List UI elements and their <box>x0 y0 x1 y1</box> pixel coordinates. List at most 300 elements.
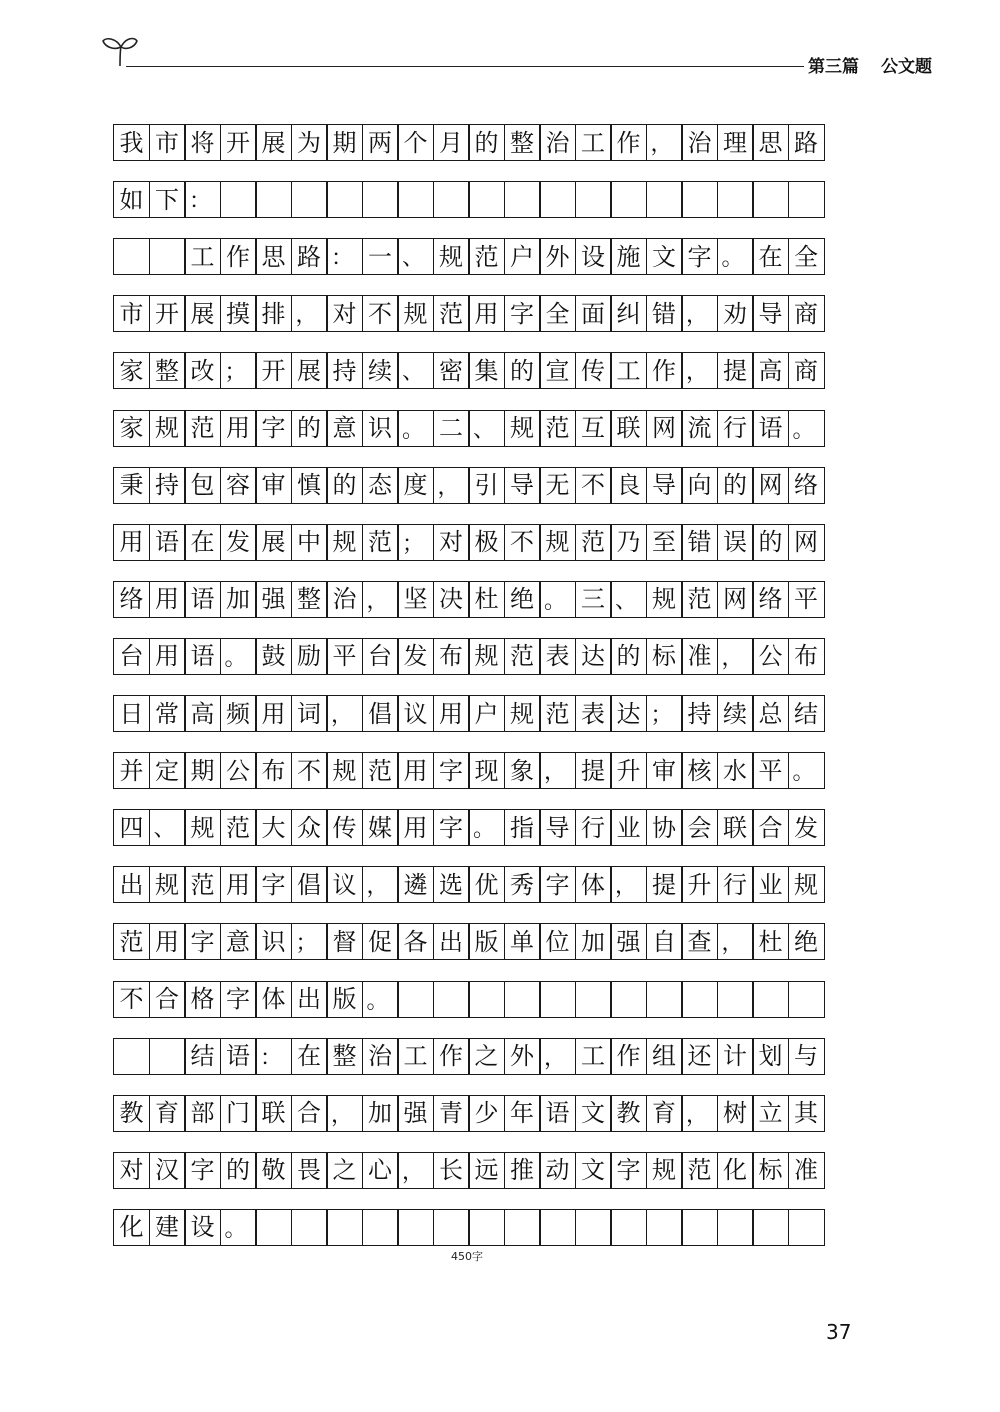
grid-cell: 水 <box>717 752 754 789</box>
grid-cell: 密 <box>433 352 470 389</box>
grid-cell: 台 <box>113 638 150 675</box>
grid-cell: 乃 <box>610 524 647 561</box>
grid-cell: 、 <box>610 581 647 618</box>
grid-cell: 平 <box>752 752 789 789</box>
grid-cell: 工 <box>610 352 647 389</box>
grid-cell: 布 <box>433 638 470 675</box>
grid-cell: 督 <box>326 923 363 960</box>
grid-cell: 意 <box>220 923 257 960</box>
grid-cell: 指 <box>504 809 541 846</box>
grid-cell: 动 <box>539 1152 576 1189</box>
grid-cell: 用 <box>433 695 470 732</box>
grid-cell <box>681 981 718 1018</box>
grid-cell: 字 <box>433 809 470 846</box>
grid-cell <box>433 181 470 218</box>
grid-cell: 文 <box>575 1152 612 1189</box>
grid-cell: 语 <box>149 524 186 561</box>
grid-cell: 月 <box>433 124 470 161</box>
grid-cell: 排 <box>255 295 292 332</box>
grid-cell: 倡 <box>362 695 399 732</box>
grid-cell: 的 <box>504 352 541 389</box>
grid-cell: 字 <box>255 410 292 447</box>
grid-cell: 治 <box>681 124 718 161</box>
grid-cell: 布 <box>788 638 825 675</box>
grid-cell <box>717 181 754 218</box>
grid-cell: 台 <box>362 638 399 675</box>
grid-cell: 范 <box>220 809 257 846</box>
grid-cell: ， <box>681 1095 718 1132</box>
grid-cell: 网 <box>717 581 754 618</box>
grid-cell: 议 <box>326 866 363 903</box>
grid-cell: 范 <box>539 410 576 447</box>
grid-cell: 合 <box>752 809 789 846</box>
grid-cell: 定 <box>149 752 186 789</box>
grid-cell: 市 <box>149 124 186 161</box>
grid-cell: 议 <box>397 695 434 732</box>
grid-cell: 宣 <box>539 352 576 389</box>
grid-cell <box>468 981 505 1018</box>
grid-cell: 字 <box>184 1152 221 1189</box>
grid-cell: 加 <box>220 581 257 618</box>
grid-cell: 作 <box>220 238 257 275</box>
grid-cell: 标 <box>752 1152 789 1189</box>
grid-cell: 范 <box>468 238 505 275</box>
grid-cell: 用 <box>149 638 186 675</box>
grid-row <box>113 524 853 561</box>
grid-cell: ： <box>326 238 363 275</box>
grid-cell: 设 <box>184 1209 221 1246</box>
grid-cell: 文 <box>575 1095 612 1132</box>
grid-cell: 范 <box>681 1152 718 1189</box>
grid-cell: ； <box>646 695 683 732</box>
grid-cell: 导 <box>539 809 576 846</box>
grid-cell: 全 <box>539 295 576 332</box>
grid-cell: 户 <box>468 695 505 732</box>
grid-cell: 审 <box>255 467 292 504</box>
grid-cell: 发 <box>397 638 434 675</box>
grid-cell <box>646 181 683 218</box>
grid-cell: 个 <box>397 124 434 161</box>
grid-cell: 。 <box>220 1209 257 1246</box>
grid-cell: 在 <box>291 1038 328 1075</box>
grid-cell: 两 <box>362 124 399 161</box>
grid-cell: 出 <box>291 981 328 1018</box>
grid-cell: 语 <box>539 1095 576 1132</box>
grid-cell: 意 <box>326 410 363 447</box>
grid-cell: 现 <box>468 752 505 789</box>
grid-cell: 语 <box>184 638 221 675</box>
grid-cell: 集 <box>468 352 505 389</box>
grid-cell: 续 <box>717 695 754 732</box>
grid-cell: 摸 <box>220 295 257 332</box>
grid-cell <box>752 981 789 1018</box>
grid-cell: 划 <box>752 1038 789 1075</box>
grid-cell: 用 <box>149 923 186 960</box>
grid-cell: 。 <box>788 410 825 447</box>
grid-cell: 规 <box>184 809 221 846</box>
grid-cell: 开 <box>220 124 257 161</box>
grid-cell: 、 <box>149 809 186 846</box>
grid-cell: 布 <box>255 752 292 789</box>
grid-cell: 向 <box>681 467 718 504</box>
grid-cell: 改 <box>184 352 221 389</box>
grid-cell: 版 <box>468 923 505 960</box>
grid-cell: ， <box>717 923 754 960</box>
grid-cell: 整 <box>149 352 186 389</box>
grid-cell: 用 <box>220 866 257 903</box>
grid-cell: 高 <box>752 352 789 389</box>
grid-cell: 范 <box>184 866 221 903</box>
grid-cell: 、 <box>468 410 505 447</box>
grid-cell <box>255 181 292 218</box>
grid-cell <box>433 981 470 1018</box>
grid-cell: 结 <box>788 695 825 732</box>
grid-cell <box>610 981 647 1018</box>
grid-cell: 施 <box>610 238 647 275</box>
grid-cell: 治 <box>362 1038 399 1075</box>
grid-cell: 体 <box>255 981 292 1018</box>
grid-cell: 路 <box>291 238 328 275</box>
grid-cell: 无 <box>539 467 576 504</box>
grid-cell: 出 <box>113 866 150 903</box>
grid-cell: 容 <box>220 467 257 504</box>
grid-cell: 络 <box>788 467 825 504</box>
grid-cell: 思 <box>255 238 292 275</box>
grid-cell: 字 <box>681 238 718 275</box>
grid-cell: 市 <box>113 295 150 332</box>
grid-cell: ； <box>397 524 434 561</box>
grid-cell: 绝 <box>788 923 825 960</box>
header-title <box>808 52 932 77</box>
grid-cell <box>255 1209 292 1246</box>
grid-cell: 推 <box>504 1152 541 1189</box>
grid-cell: 不 <box>291 752 328 789</box>
grid-cell: 互 <box>575 410 612 447</box>
grid-cell: 展 <box>291 352 328 389</box>
grid-cell: 对 <box>433 524 470 561</box>
grid-cell: 。 <box>362 981 399 1018</box>
grid-cell: 识 <box>362 410 399 447</box>
grid-cell <box>788 181 825 218</box>
grid-cell: 提 <box>646 866 683 903</box>
grid-cell: 门 <box>220 1095 257 1132</box>
grid-cell: ， <box>291 295 328 332</box>
grid-cell <box>575 1209 612 1246</box>
grid-cell: 用 <box>149 581 186 618</box>
grid-cell: 开 <box>255 352 292 389</box>
grid-row <box>113 181 853 218</box>
grid-cell: 整 <box>504 124 541 161</box>
word-count: 450字 <box>451 1250 483 1263</box>
grid-cell: 纠 <box>610 295 647 332</box>
grid-cell: 良 <box>610 467 647 504</box>
grid-cell: 在 <box>752 238 789 275</box>
grid-cell <box>539 181 576 218</box>
grid-cell: 象 <box>504 752 541 789</box>
grid-cell: ， <box>539 1038 576 1075</box>
grid-row <box>113 410 853 447</box>
grid-cell: ， <box>433 467 470 504</box>
grid-cell: 决 <box>433 581 470 618</box>
grid-cell: 劝 <box>717 295 754 332</box>
grid-cell: 励 <box>291 638 328 675</box>
grid-cell <box>397 181 434 218</box>
grid-cell: 教 <box>610 1095 647 1132</box>
grid-cell: ， <box>681 295 718 332</box>
grid-cell: 部 <box>184 1095 221 1132</box>
grid-cell: 文 <box>646 238 683 275</box>
grid-cell <box>362 1209 399 1246</box>
grid-cell: 规 <box>149 866 186 903</box>
grid-cell: 治 <box>539 124 576 161</box>
grid-cell: 选 <box>433 866 470 903</box>
grid-cell: 误 <box>717 524 754 561</box>
grid-cell <box>504 1209 541 1246</box>
grid-cell: 商 <box>788 352 825 389</box>
grid-cell: 引 <box>468 467 505 504</box>
grid-cell: 规 <box>433 238 470 275</box>
grid-cell: 范 <box>504 638 541 675</box>
grid-cell: 远 <box>468 1152 505 1189</box>
grid-cell <box>220 181 257 218</box>
grid-cell: 慎 <box>291 467 328 504</box>
grid-cell: 传 <box>575 352 612 389</box>
grid-cell: 户 <box>504 238 541 275</box>
grid-cell: 行 <box>717 410 754 447</box>
grid-cell: 公 <box>752 638 789 675</box>
grid-cell: 范 <box>575 524 612 561</box>
grid-cell: 日 <box>113 695 150 732</box>
grid-cell <box>788 1209 825 1246</box>
grid-cell: ： <box>184 181 221 218</box>
grid-cell <box>610 1209 647 1246</box>
grid-cell: 导 <box>752 295 789 332</box>
grid-cell: 联 <box>717 809 754 846</box>
grid-cell: 用 <box>397 809 434 846</box>
grid-cell: 的 <box>610 638 647 675</box>
grid-cell: 平 <box>326 638 363 675</box>
grid-cell: 工 <box>184 238 221 275</box>
grid-row <box>113 1038 853 1075</box>
grid-cell: 达 <box>575 638 612 675</box>
grid-cell <box>397 1209 434 1246</box>
grid-cell: ； <box>220 352 257 389</box>
grid-cell: 家 <box>113 352 150 389</box>
grid-cell: 。 <box>220 638 257 675</box>
grid-cell: 育 <box>646 1095 683 1132</box>
grid-cell: ， <box>397 1152 434 1189</box>
grid-cell: 家 <box>113 410 150 447</box>
grid-cell: 之 <box>326 1152 363 1189</box>
grid-cell: 词 <box>291 695 328 732</box>
grid-row <box>113 1095 853 1132</box>
grid-cell: 字 <box>610 1152 647 1189</box>
grid-cell: 准 <box>788 1152 825 1189</box>
grid-cell: 展 <box>255 524 292 561</box>
grid-cell: 少 <box>468 1095 505 1132</box>
grid-cell <box>610 181 647 218</box>
grid-cell: 字 <box>184 923 221 960</box>
grid-cell <box>575 981 612 1018</box>
grid-cell: 度 <box>397 467 434 504</box>
grid-cell: 全 <box>788 238 825 275</box>
grid-cell: 育 <box>149 1095 186 1132</box>
grid-cell: ， <box>717 638 754 675</box>
grid-cell: 杜 <box>752 923 789 960</box>
page-number: 37 <box>826 1320 852 1344</box>
grid-cell: 业 <box>752 866 789 903</box>
grid-cell: 。 <box>788 752 825 789</box>
grid-cell: 工 <box>575 1038 612 1075</box>
grid-cell: 审 <box>646 752 683 789</box>
grid-cell: 版 <box>326 981 363 1018</box>
grid-cell: 标 <box>646 638 683 675</box>
grid-cell <box>504 981 541 1018</box>
grid-cell: 规 <box>504 695 541 732</box>
grid-row <box>113 295 853 332</box>
grid-cell: 秀 <box>504 866 541 903</box>
grid-cell: 教 <box>113 1095 150 1132</box>
grid-cell: 规 <box>788 866 825 903</box>
grid-cell: 的 <box>717 467 754 504</box>
grid-cell: 治 <box>326 581 363 618</box>
grid-cell: 业 <box>610 809 647 846</box>
grid-cell: 高 <box>184 695 221 732</box>
grid-cell: 遴 <box>397 866 434 903</box>
grid-cell: 路 <box>788 124 825 161</box>
grid-cell: 包 <box>184 467 221 504</box>
grid-cell: 用 <box>113 524 150 561</box>
grid-cell <box>397 981 434 1018</box>
grid-cell: 络 <box>113 581 150 618</box>
grid-cell: 思 <box>752 124 789 161</box>
grid-cell: 对 <box>113 1152 150 1189</box>
grid-cell <box>646 1209 683 1246</box>
grid-cell: 提 <box>717 352 754 389</box>
grid-cell: 持 <box>681 695 718 732</box>
grid-cell: 流 <box>681 410 718 447</box>
grid-cell: 外 <box>539 238 576 275</box>
grid-cell: 不 <box>504 524 541 561</box>
grid-cell <box>326 1209 363 1246</box>
grid-cell: 规 <box>468 638 505 675</box>
grid-cell: 敬 <box>255 1152 292 1189</box>
grid-cell: 各 <box>397 923 434 960</box>
grid-cell: 行 <box>575 809 612 846</box>
grid-cell: 联 <box>255 1095 292 1132</box>
grid-cell <box>291 181 328 218</box>
grid-cell: 语 <box>220 1038 257 1075</box>
grid-cell: 对 <box>326 295 363 332</box>
grid-cell: 坚 <box>397 581 434 618</box>
grid-cell: 大 <box>255 809 292 846</box>
grid-cell <box>326 181 363 218</box>
grid-cell: 展 <box>255 124 292 161</box>
grid-row <box>113 923 853 960</box>
grid-row <box>113 1209 853 1246</box>
grid-cell: 年 <box>504 1095 541 1132</box>
grid-cell <box>752 1209 789 1246</box>
grid-cell: 错 <box>681 524 718 561</box>
grid-cell: 规 <box>646 581 683 618</box>
grid-cell: 。 <box>717 238 754 275</box>
category-label: 公文题 <box>881 57 932 77</box>
grid-cell: 核 <box>681 752 718 789</box>
grid-cell: 作 <box>646 352 683 389</box>
grid-cell: 加 <box>575 923 612 960</box>
grid-cell: 与 <box>788 1038 825 1075</box>
grid-cell: 结 <box>184 1038 221 1075</box>
grid-cell: 长 <box>433 1152 470 1189</box>
grid-cell: 不 <box>575 467 612 504</box>
grid-cell: 语 <box>752 410 789 447</box>
sprout-icon <box>100 34 140 68</box>
grid-row <box>113 124 853 161</box>
grid-cell: 工 <box>397 1038 434 1075</box>
grid-cell: 查 <box>681 923 718 960</box>
grid-cell: ； <box>291 923 328 960</box>
grid-cell <box>113 1038 150 1075</box>
grid-cell: 范 <box>681 581 718 618</box>
grid-cell: 范 <box>433 295 470 332</box>
grid-cell: 面 <box>575 295 612 332</box>
grid-cell: 为 <box>291 124 328 161</box>
grid-cell: 位 <box>539 923 576 960</box>
grid-cell: 规 <box>326 524 363 561</box>
grid-cell <box>646 981 683 1018</box>
grid-cell: 表 <box>539 638 576 675</box>
grid-row <box>113 752 853 789</box>
grid-cell: 、 <box>397 238 434 275</box>
grid-cell: 字 <box>255 866 292 903</box>
grid-cell: 、 <box>397 352 434 389</box>
grid-cell: 出 <box>433 923 470 960</box>
grid-cell: ， <box>326 1095 363 1132</box>
grid-cell: 强 <box>255 581 292 618</box>
grid-cell: 态 <box>362 467 399 504</box>
grid-cell: 语 <box>184 581 221 618</box>
grid-cell <box>575 181 612 218</box>
grid-cell: 的 <box>326 467 363 504</box>
grid-cell <box>433 1209 470 1246</box>
grid-cell: 公 <box>220 752 257 789</box>
grid-cell: 设 <box>575 238 612 275</box>
grid-cell: 持 <box>326 352 363 389</box>
grid-cell: 范 <box>362 752 399 789</box>
grid-cell: 发 <box>788 809 825 846</box>
grid-cell: 联 <box>610 410 647 447</box>
grid-cell: 。 <box>397 410 434 447</box>
grid-cell: 表 <box>575 695 612 732</box>
grid-cell: ， <box>362 581 399 618</box>
grid-cell: 开 <box>149 295 186 332</box>
grid-row <box>113 581 853 618</box>
grid-cell: ， <box>362 866 399 903</box>
grid-row <box>113 809 853 846</box>
grid-cell: 促 <box>362 923 399 960</box>
grid-row <box>113 866 853 903</box>
grid-cell: 总 <box>752 695 789 732</box>
grid-cell <box>468 181 505 218</box>
grid-cell: 一 <box>362 238 399 275</box>
grid-row <box>113 352 853 389</box>
grid-cell: 导 <box>646 467 683 504</box>
grid-cell: 作 <box>610 1038 647 1075</box>
grid-cell <box>113 238 150 275</box>
grid-cell: 错 <box>646 295 683 332</box>
grid-cell <box>681 181 718 218</box>
grid-cell: 的 <box>220 1152 257 1189</box>
